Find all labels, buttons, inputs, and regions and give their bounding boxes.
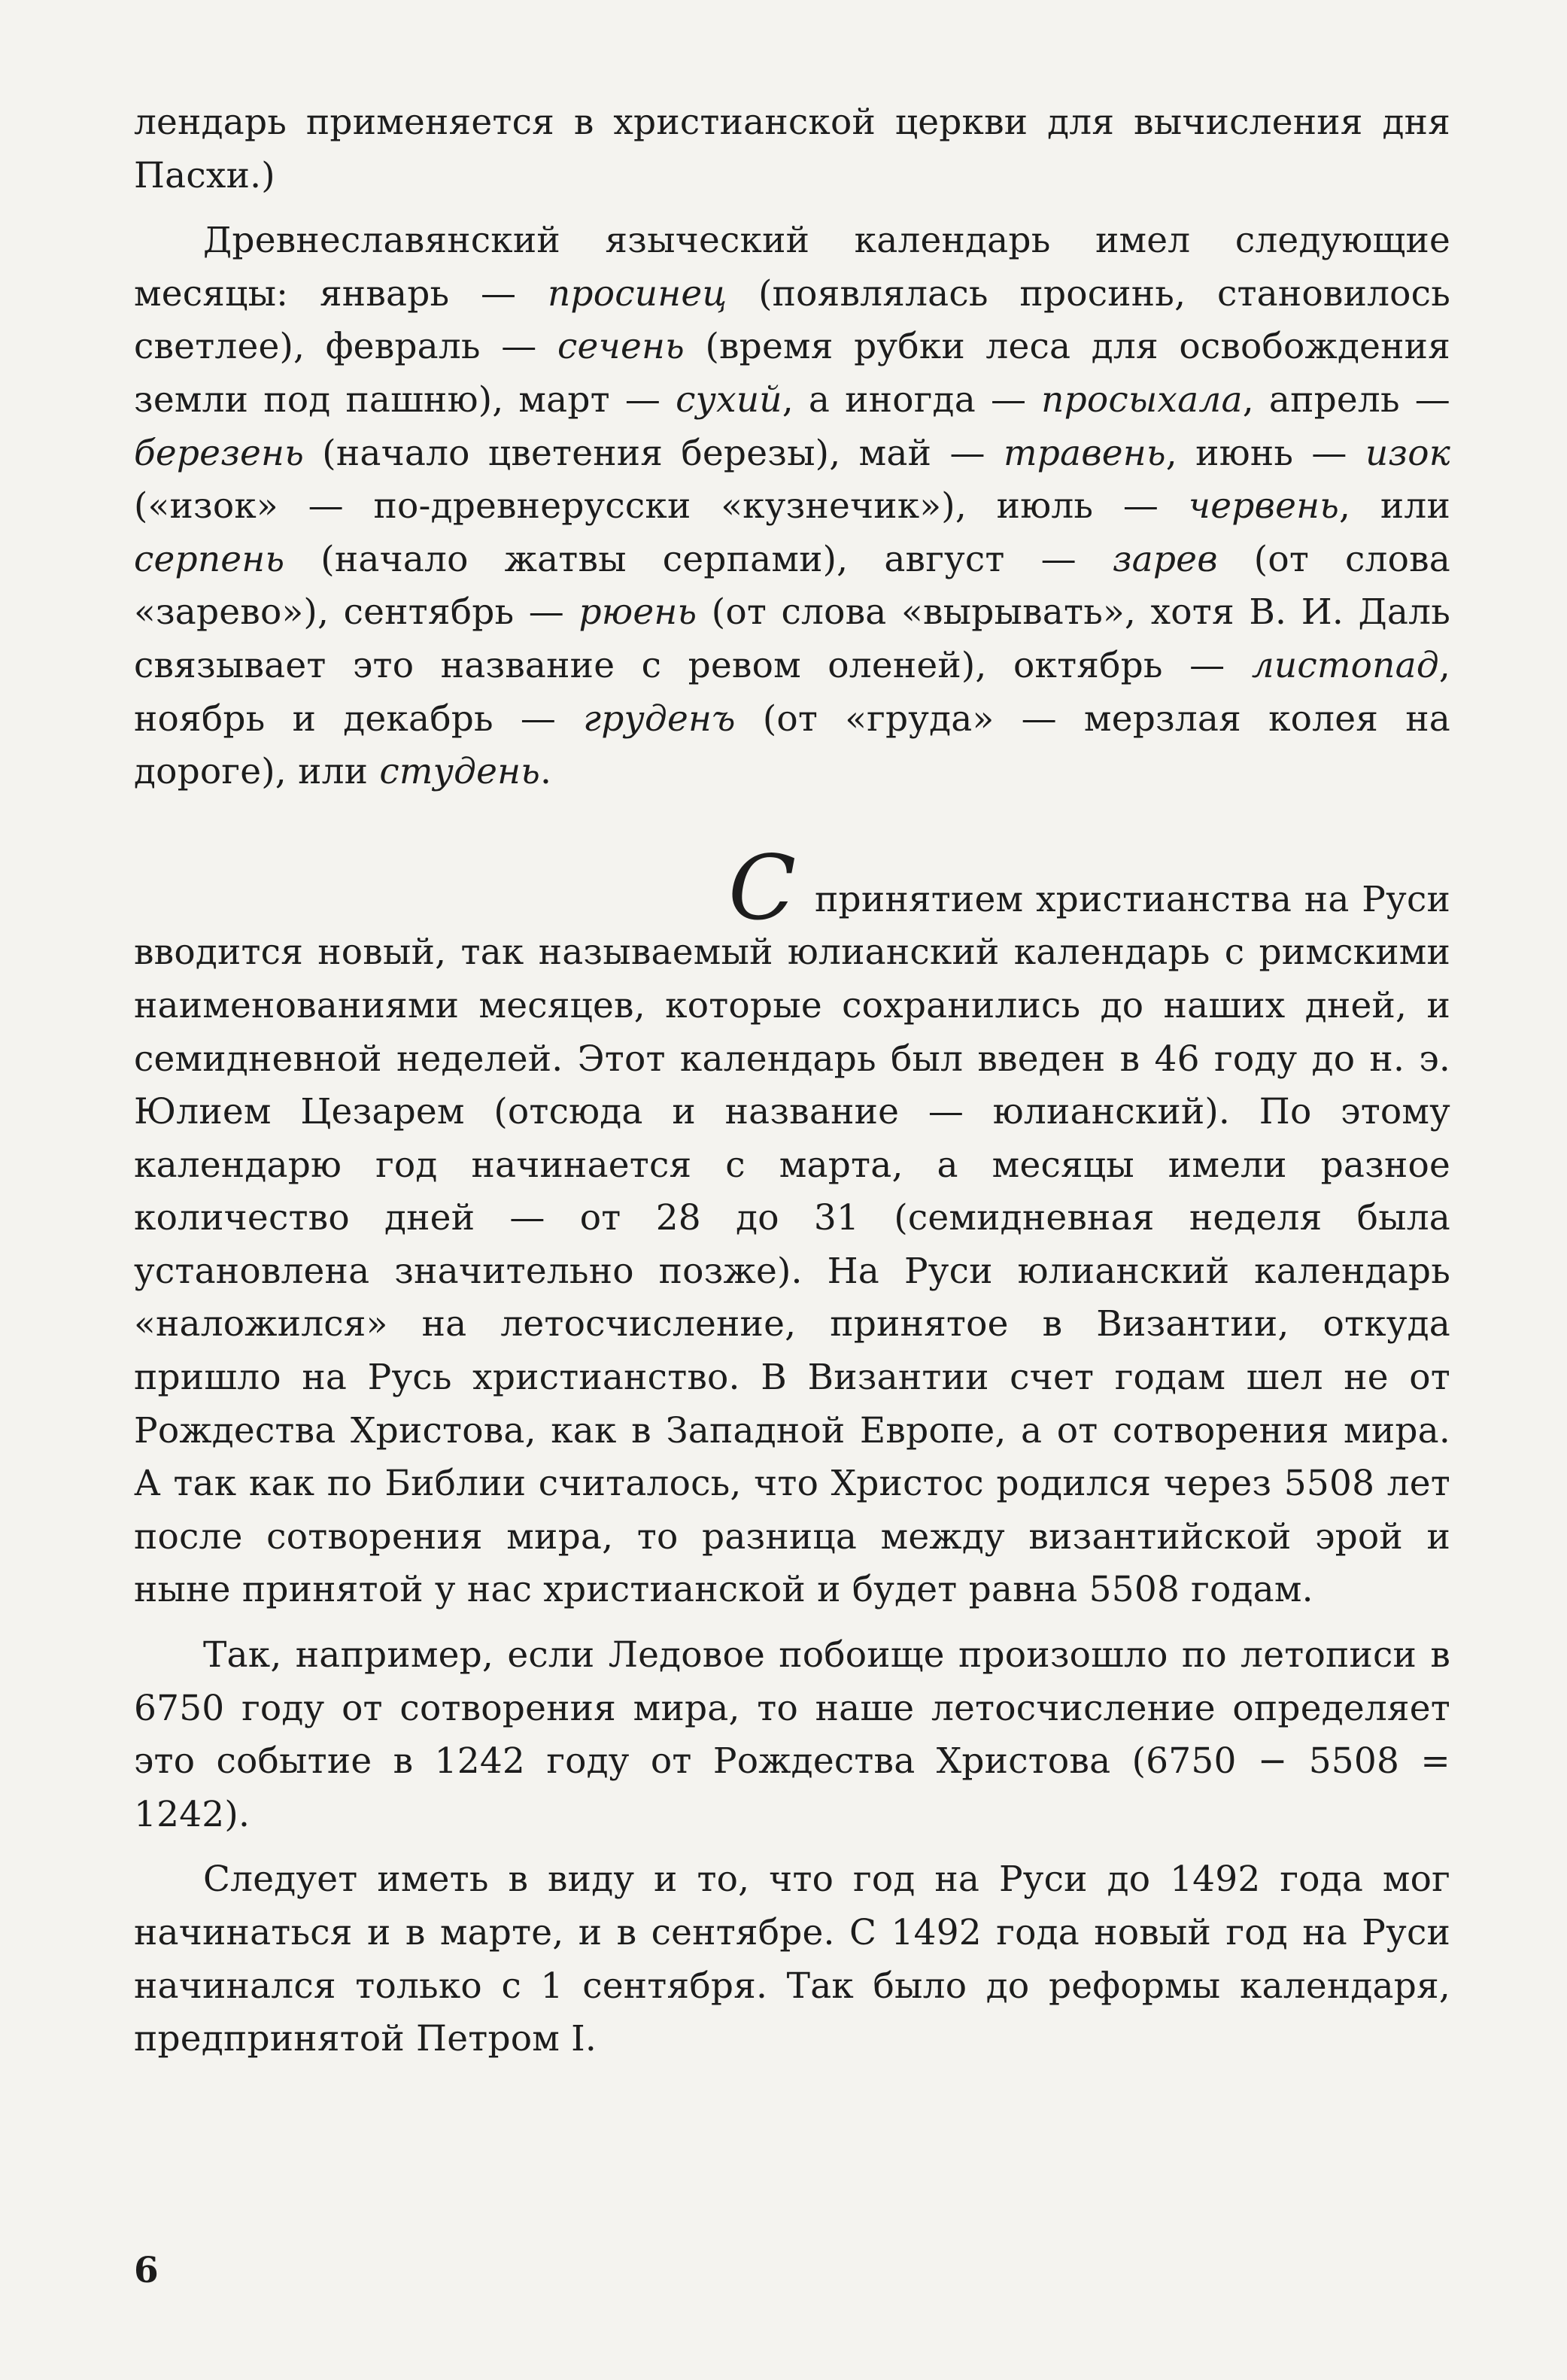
month-name-may: травень <box>1003 432 1166 474</box>
text-run: Древнеславянский языческий календарь имел следующие месяцы: январь — <box>134 220 1450 315</box>
text-run: (от «груда» — мерзлая колея на дороге), или <box>134 698 1450 793</box>
paragraph-text: Так, например, если Ледовое побоище произошло по летописи в 6750 году от сотворения мира, то наше летосчисление определяет это событие в 1242 году от Рождества Христова (6750 − 5508 = 1242). <box>134 1634 1450 1835</box>
month-name-february: сечень <box>557 326 685 368</box>
text-run: , или <box>1339 485 1450 527</box>
text-run: (время рубки леса для освобождения земли под пашню), март — <box>134 326 1450 421</box>
month-name-january: просинец <box>547 272 727 315</box>
month-name-april: березень <box>134 432 304 474</box>
text-run: , апрель — <box>1242 378 1450 421</box>
text-run: (от слова «вырывать», хотя В. И. Даль связывает это название с ревом оленей), октябрь — <box>134 591 1450 686</box>
month-name-june: изок <box>1365 432 1451 474</box>
paragraph-text: Следует иметь в виду и то, что год на Руси до 1492 года мог начинаться и в марте, и в сентябре. С 1492 года новый год на Руси начинался только с 1 сентября. Так было до реформы календаря, предпринятой Петром I. <box>134 1859 1450 2060</box>
page-number: 6 <box>134 2250 159 2291</box>
month-name-december-alt: студень <box>379 751 541 793</box>
paragraph-text: принятием христианства на Руси вводится новый, так называемый юлианский календарь с римскими наименованиями месяцев, которые сохранились до наших дней, и семидневной неделей. Этот календарь был введен в 46 году до н. э. Юлием Цезарем (отсюда и название — юлианский). По этому календарю год начинается с марта, а месяцы имели разное количество дней — от 28 до 31 (семидневная неделя была установлена значительно позже). На Руси юлианский календарь «наложился» на летосчисление, принятое в Византии, откуда пришло на Русь христианство. В Византии счет годам шел не от Рождества Христова, как в Западной Европе, а от сотворения мира. А так как по Библии считалось, что Христос родился через 5508 лет после сотворения мира, то разница между византийской эрой и ныне принятой у нас христианской и будет равна 5508 годам. <box>134 878 1450 1611</box>
paragraph-slavic-calendar <box>134 214 1450 799</box>
paragraph-ice-battle-example <box>134 1629 1450 1841</box>
month-name-october: листопад <box>1251 644 1439 686</box>
month-name-august: зарев <box>1112 538 1218 580</box>
text-run: («изок» — по-древнерусски «кузнечик»), июль — <box>134 485 1189 527</box>
text-run: , ноябрь и декабрь — <box>134 644 1450 740</box>
month-name-september: рюень <box>579 591 697 634</box>
text-run: , июнь — <box>1165 432 1365 474</box>
text-run: (появлялась просинь, становилось светлее), февраль — <box>134 272 1450 368</box>
drop-cap-letter: С <box>728 835 797 940</box>
month-name-march-alt: просыхала <box>1041 378 1243 421</box>
paragraph-new-year-start <box>134 1853 1450 2065</box>
text-run: (от слова «зарево»), сентябрь — <box>134 538 1450 634</box>
text-run: (начало цветения березы), май — <box>304 432 1004 474</box>
paragraph-julian-calendar <box>134 835 1450 1617</box>
month-name-july-alt: серпень <box>134 538 285 580</box>
book-page <box>134 96 1450 2324</box>
paragraph-continuation <box>134 96 1450 202</box>
paragraph-text: лендарь применяется в христианской церкви для вычисления дня Пасхи.) <box>134 102 1450 196</box>
text-run: (начало жатвы серпами), август — <box>284 538 1113 580</box>
month-name-july: червень <box>1188 485 1340 527</box>
text-run: , а иногда — <box>782 378 1042 421</box>
month-name-december: груденъ <box>583 698 736 740</box>
month-name-march: сухий <box>676 378 782 421</box>
text-run: . <box>540 751 552 793</box>
